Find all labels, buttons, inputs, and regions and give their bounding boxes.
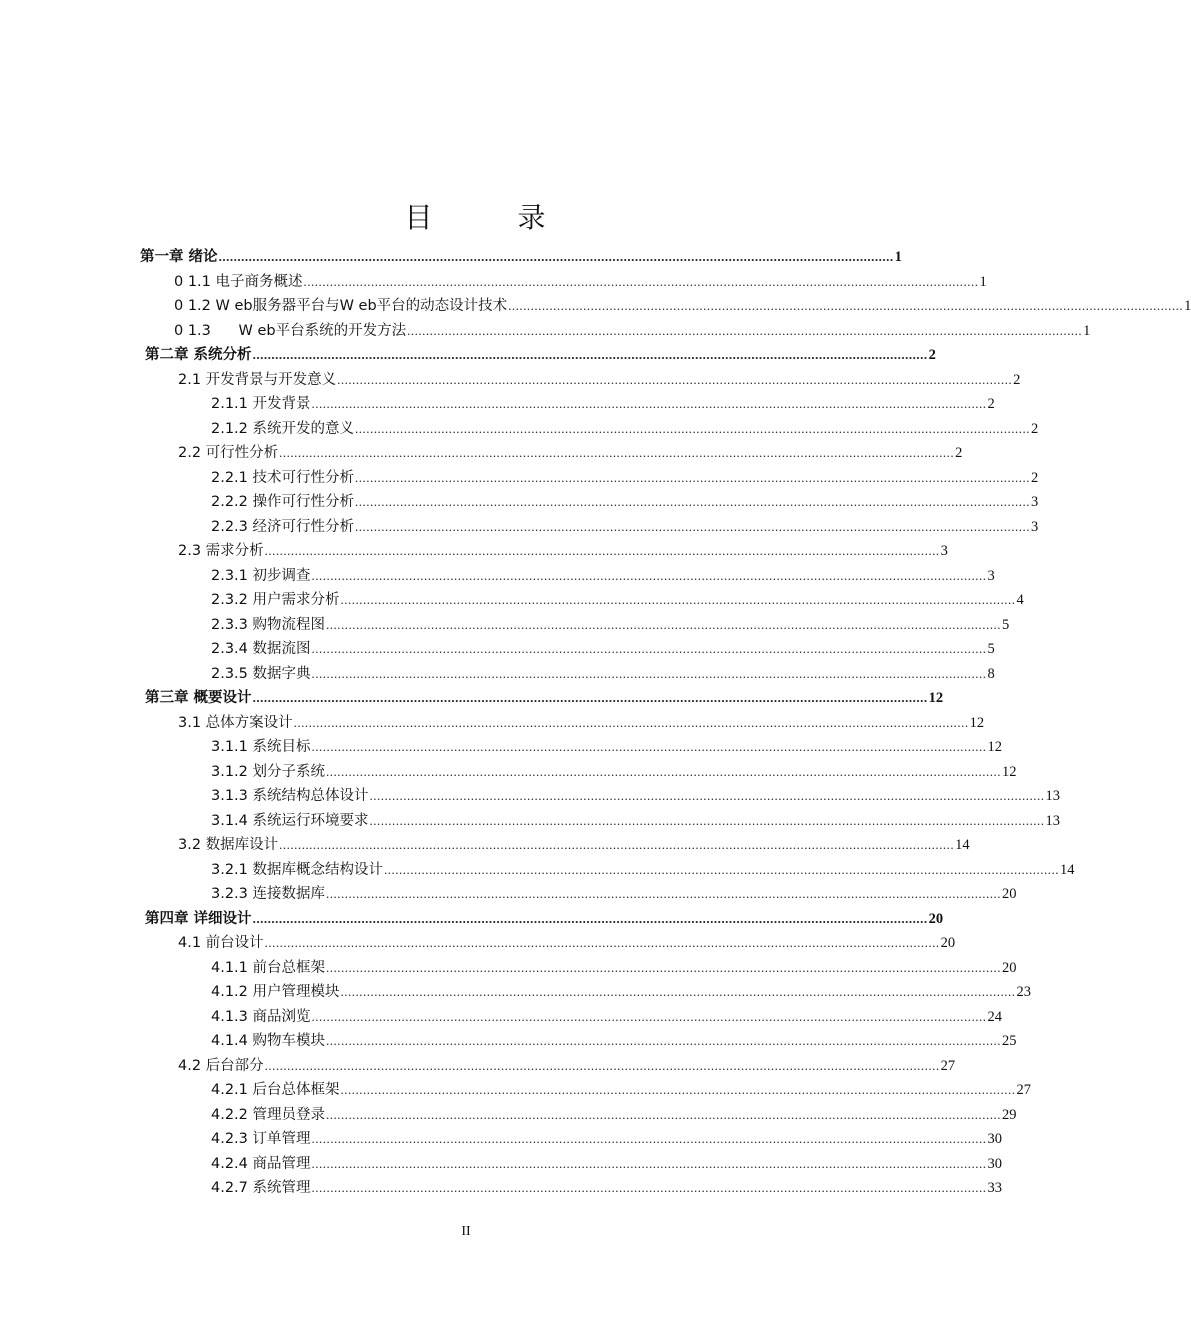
page-number: II: [461, 1224, 471, 1239]
toc-entry-subsection[interactable]: [211, 1028, 1017, 1050]
toc-entry-label: 第四章 详细设计: [145, 910, 252, 927]
toc-entry-page: 24: [987, 1008, 1003, 1025]
toc-entry-page: 2: [1031, 469, 1039, 486]
toc-entry-subsection[interactable]: [211, 979, 1032, 1001]
toc-leader-dots: ....................................................................................................................................................................................: [311, 1155, 987, 1171]
toc-entry-page: 12: [1002, 763, 1017, 780]
toc-entry-subsection[interactable]: [211, 563, 995, 585]
toc-entry-label: 3.1.4 系统运行环境要求: [211, 812, 369, 829]
toc-entry-subsection[interactable]: [211, 1175, 1003, 1197]
toc-entry-page: 13: [1045, 788, 1061, 804]
toc-entry-page: 27: [1016, 1082, 1032, 1098]
toc-leader-dots: ....................................................................................................................................................................................: [369, 788, 1045, 803]
toc-entry-subsection[interactable]: [211, 881, 1017, 903]
toc-leader-dots: ....................................................................................................................................................................................: [264, 1057, 940, 1073]
toc-leader-dots: ....................................................................................................................................................................................: [311, 1131, 987, 1146]
toc-entry-page: 1: [1083, 322, 1091, 339]
toc-entry-subsection[interactable]: [211, 808, 1061, 830]
toc-entry-page: 3: [1031, 494, 1039, 510]
toc-entry-chapter-3[interactable]: [145, 685, 944, 707]
toc-entry-label: 2.3 需求分析: [178, 543, 264, 559]
toc-entry-section[interactable]: [178, 367, 1021, 389]
toc-entry-chapter-4[interactable]: [145, 906, 944, 928]
toc-entry-label: 2.3.3 购物流程图: [211, 616, 326, 633]
toc-entry-page: 12: [987, 739, 1003, 755]
toc-leader-dots: ....................................................................................................................................................................................: [508, 298, 1184, 313]
toc-leader-dots: ....................................................................................................................................................................................: [311, 396, 987, 411]
toc-entry-label: 4.2.4 商品管理: [211, 1155, 311, 1172]
toc-entry-subsection[interactable]: [211, 857, 1075, 879]
toc-entry-page: 5: [987, 641, 995, 657]
toc-entry-section[interactable]: [178, 832, 970, 854]
toc-entry-subsection[interactable]: [211, 734, 1003, 756]
toc-entry-label: 0 1.1 电子商务概述: [174, 273, 303, 290]
toc-entry-label: 2.3.2 用户需求分析: [211, 592, 340, 608]
toc-entry-page: 8: [987, 665, 995, 682]
toc-leader-dots: ....................................................................................................................................................................................: [326, 1106, 1002, 1122]
toc-entry-label: 2.3.4 数据流图: [211, 641, 311, 657]
toc-entry-page: 20: [940, 935, 956, 951]
toc-leader-dots: ....................................................................................................................................................................................: [355, 420, 1031, 436]
toc-entry-label: 3.2.1 数据库概念结构设计: [211, 861, 384, 878]
toc-entry-subsection[interactable]: [211, 514, 1039, 536]
toc-entry-label: 2.2.1 技术可行性分析: [211, 469, 355, 486]
toc-entry-label: 0 1.3 W eb平台系统的开发方法: [174, 322, 407, 339]
toc-leader-dots: ....................................................................................................................................................................................: [355, 494, 1031, 509]
toc-leader-dots: ....................................................................................................................................................................................: [355, 518, 1031, 534]
toc-entry-subsection[interactable]: [211, 636, 995, 658]
toc-entry-chapter-2[interactable]: [145, 342, 936, 364]
toc-leader-dots: ....................................................................................................................................................................................: [252, 910, 928, 926]
toc-entry-subsection[interactable]: [211, 783, 1061, 805]
toc-entry-label: 4.2.1 后台总体框架: [211, 1082, 340, 1098]
toc-entry-label: 3.2.3 连接数据库: [211, 886, 326, 902]
toc-entry-label: 第一章 绪论: [140, 249, 218, 265]
toc-entry-page: 2: [1013, 371, 1021, 388]
toc-entry-subsection[interactable]: [211, 661, 995, 683]
toc-leader-dots: ....................................................................................................................................................................................: [252, 347, 928, 362]
toc-entry-label: 2.3.5 数据字典: [211, 665, 311, 682]
toc-entry-page: 3: [940, 543, 948, 559]
toc-entry-section[interactable]: [174, 269, 987, 291]
toc-entry-page: 12: [928, 690, 944, 706]
toc-entry-page: 27: [940, 1057, 956, 1074]
toc-leader-dots: ....................................................................................................................................................................................: [218, 249, 894, 264]
toc-entry-label: 4.2 后台部分: [178, 1057, 264, 1074]
toc-entry-label: 3.1.1 系统目标: [211, 739, 311, 755]
toc-entry-page: 14: [1060, 861, 1075, 878]
toc-leader-dots: ....................................................................................................................................................................................: [326, 763, 1002, 779]
toc-entry-page: 13: [1045, 812, 1061, 829]
toc-entry-page: 30: [987, 1131, 1003, 1147]
toc-entry-label: 2.2.3 经济可行性分析: [211, 518, 355, 535]
toc-leader-dots: ....................................................................................................................................................................................: [326, 959, 1002, 975]
toc-leader-dots: ....................................................................................................................................................................................: [311, 665, 987, 681]
toc-entry-page: 1: [894, 249, 902, 265]
toc-entry-label: 4.1.1 前台总框架: [211, 959, 326, 976]
toc-entry-label: 2.2 可行性分析: [178, 445, 279, 461]
toc-entry-label: 3.2 数据库设计: [178, 837, 279, 853]
toc-entry-page: 2: [955, 445, 963, 461]
toc-entry-page: 33: [987, 1180, 1003, 1196]
toc-entry-label: 4.1.3 商品浏览: [211, 1008, 311, 1025]
toc-entry-subsection[interactable]: [211, 612, 1010, 634]
toc-leader-dots: ....................................................................................................................................................................................: [293, 714, 969, 730]
toc-entry-page: 29: [1002, 1106, 1017, 1123]
toc-entry-page: 20: [1002, 886, 1017, 902]
toc-leader-dots: ....................................................................................................................................................................................: [355, 469, 1031, 485]
toc-entry-page: 20: [928, 910, 944, 927]
toc-entry-subsection[interactable]: [211, 1151, 1003, 1173]
toc-entry-label: 4.2.2 管理员登录: [211, 1106, 326, 1123]
toc-entry-subsection[interactable]: [211, 759, 1017, 781]
toc-entry-label: 2.1 开发背景与开发意义: [178, 371, 337, 388]
toc-entry-section[interactable]: [174, 293, 1191, 315]
toc-entry-label: 4.1.2 用户管理模块: [211, 984, 340, 1000]
toc-entry-label: 0 1.2 W eb服务器平台与W eb平台的动态设计技术: [174, 298, 508, 314]
toc-entry-page: 1: [1184, 298, 1191, 314]
toc-leader-dots: ....................................................................................................................................................................................: [311, 1180, 987, 1195]
toc-entry-subsection[interactable]: [211, 587, 1024, 609]
toc-leader-dots: ....................................................................................................................................................................................: [311, 1008, 987, 1024]
toc-entry-label: 3.1.2 划分子系统: [211, 763, 326, 780]
toc-entry-page: 3: [1031, 518, 1039, 535]
toc-leader-dots: ....................................................................................................................................................................................: [407, 322, 1083, 338]
toc-entry-label: 2.1.2 系统开发的意义: [211, 420, 355, 437]
toc-entry-page: 14: [955, 837, 970, 853]
toc-leader-dots: ....................................................................................................................................................................................: [252, 690, 928, 705]
toc-entry-page: 2: [987, 396, 995, 412]
toc-entry-section[interactable]: [174, 318, 1091, 340]
toc-entry-section[interactable]: [178, 710, 985, 732]
toc-entry-page: 25: [1002, 1033, 1017, 1049]
toc-entry-label: 4.1 前台设计: [178, 935, 264, 951]
toc-entry-subsection[interactable]: [211, 1126, 1003, 1148]
toc-leader-dots: ....................................................................................................................................................................................: [264, 543, 940, 558]
toc-entry-label: 2.2.2 操作可行性分析: [211, 494, 355, 510]
toc-entry-label: 2.3.1 初步调查: [211, 567, 311, 584]
toc-leader-dots: ....................................................................................................................................................................................: [326, 616, 1002, 632]
toc-entry-label: 4.2.7 系统管理: [211, 1180, 311, 1196]
toc-leader-dots: ....................................................................................................................................................................................: [337, 371, 1013, 387]
toc-leader-dots: ....................................................................................................................................................................................: [340, 984, 1016, 999]
toc-title: 目 录: [404, 201, 584, 234]
toc-entry-section[interactable]: [178, 930, 956, 952]
toc-leader-dots: ....................................................................................................................................................................................: [384, 861, 1060, 877]
toc-leader-dots: ....................................................................................................................................................................................: [264, 935, 940, 950]
toc-entry-label: 2.1.1 开发背景: [211, 396, 311, 412]
toc-leader-dots: ....................................................................................................................................................................................: [340, 592, 1016, 607]
toc-entry-page: 2: [928, 347, 936, 363]
toc-entry-subsection[interactable]: [211, 1077, 1032, 1099]
toc-leader-dots: ....................................................................................................................................................................................: [279, 837, 955, 852]
toc-leader-dots: ....................................................................................................................................................................................: [311, 641, 987, 656]
toc-entry-page: 5: [1002, 616, 1010, 633]
toc-entry-subsection[interactable]: [211, 1102, 1017, 1124]
toc-leader-dots: ....................................................................................................................................................................................: [303, 273, 979, 289]
toc-entry-subsection[interactable]: [211, 489, 1039, 511]
toc-entry-subsection[interactable]: [211, 416, 1039, 438]
toc-entry-page: 2: [1031, 420, 1039, 437]
toc-entry-label: 4.2.3 订单管理: [211, 1131, 311, 1147]
toc-leader-dots: ....................................................................................................................................................................................: [340, 1082, 1016, 1097]
toc-entry-label: 第三章 概要设计: [145, 690, 252, 706]
toc-entry-page: 1: [979, 273, 987, 290]
toc-entry-page: 4: [1016, 592, 1024, 608]
toc-leader-dots: ....................................................................................................................................................................................: [369, 812, 1045, 828]
toc-entry-chapter-1[interactable]: [140, 244, 902, 266]
toc-leader-dots: ....................................................................................................................................................................................: [279, 445, 955, 460]
toc-entry-page: 30: [987, 1155, 1003, 1172]
toc-entry-page: 12: [969, 714, 985, 731]
toc-entry-page: 20: [1002, 959, 1017, 976]
toc-entry-subsection[interactable]: [211, 1004, 1003, 1026]
toc-leader-dots: ....................................................................................................................................................................................: [326, 1033, 1002, 1048]
toc-leader-dots: ....................................................................................................................................................................................: [326, 886, 1002, 901]
toc-entry-subsection[interactable]: [211, 465, 1039, 487]
toc-entry-page: 3: [987, 567, 995, 584]
toc-entry-label: 第二章 系统分析: [145, 347, 252, 363]
toc-entry-page: 23: [1016, 984, 1032, 1000]
toc-entry-label: 3.1.3 系统结构总体设计: [211, 788, 369, 804]
toc-entry-label: 3.1 总体方案设计: [178, 714, 293, 731]
toc-leader-dots: ....................................................................................................................................................................................: [311, 567, 987, 583]
toc-entry-section[interactable]: [178, 538, 948, 560]
toc-entry-subsection[interactable]: [211, 391, 995, 413]
toc-entry-section[interactable]: [178, 1053, 956, 1075]
toc-entry-label: 4.1.4 购物车模块: [211, 1033, 326, 1049]
toc-entry-section[interactable]: [178, 440, 963, 462]
toc-entry-subsection[interactable]: [211, 955, 1017, 977]
toc-leader-dots: ....................................................................................................................................................................................: [311, 739, 987, 754]
